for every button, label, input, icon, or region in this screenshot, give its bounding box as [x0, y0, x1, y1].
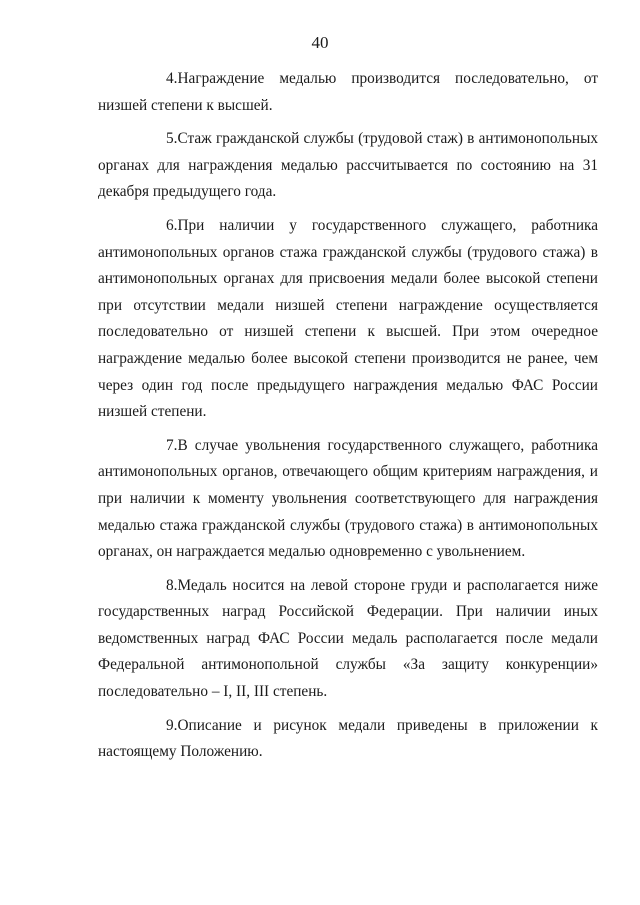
paragraph-item-8 — [98, 573, 598, 706]
paragraph-item-6 — [98, 213, 598, 426]
paragraph-text: Описание и рисунок медали приведены в приложении к настоящему Положению. — [98, 716, 598, 761]
paragraph-text: Стаж гражданской службы (трудовой стаж) в антимонопольных органах для награждения медалью рассчитывается по состоянию на 31 декабря предыдущего года. — [98, 130, 598, 201]
paragraph-item-7 — [98, 433, 598, 566]
paragraph-number: 5. — [166, 130, 178, 148]
paragraph-number: 9. — [166, 716, 178, 734]
document-body — [98, 66, 598, 773]
paragraph-number: 8. — [166, 576, 178, 594]
page-number: 40 — [311, 33, 329, 52]
paragraph-text: В случае увольнения государственного служащего, работника антимонопольных органов, отвечающего общим критериям награждения, и при наличии к моменту увольнения соответствующего для награждения медалью стажа гражданской службы (трудового стажа) в антимонопольных органах, он награждается медалью одновременно с увольнением. — [98, 436, 598, 561]
paragraph-number: 6. — [166, 216, 178, 234]
paragraph-text: Медаль носится на левой стороне груди и располагается ниже государственных наград Российской Федерации. При наличии иных ведомственных наград ФАС России медаль располагается после медали Федеральной антимонопольной службы «За защиту конкуренции» последовательно – I, II, III степень. — [98, 576, 598, 701]
paragraph-text: При наличии у государственного служащего, работника антимонопольных органов стажа гражданской службы (трудового стажа) в антимонопольных органах для присвоения медали более высокой степени при отсутствии медали низшей степени награждение осуществляется последовательно от низшей степени к высшей. При этом очередное награждение медалью более высокой степени производится не ранее, чем через один год после предыдущего награждения медалью ФАС России низшей степени. — [98, 216, 598, 421]
paragraph-text: Награждение медалью производится последовательно, от низшей степени к высшей. — [98, 70, 598, 114]
paragraph-item-5 — [98, 126, 598, 206]
paragraph-item-9 — [98, 713, 598, 766]
paragraph-item-4 — [98, 66, 598, 119]
paragraph-number: 7. — [166, 436, 178, 454]
paragraph-number: 4. — [166, 70, 178, 87]
